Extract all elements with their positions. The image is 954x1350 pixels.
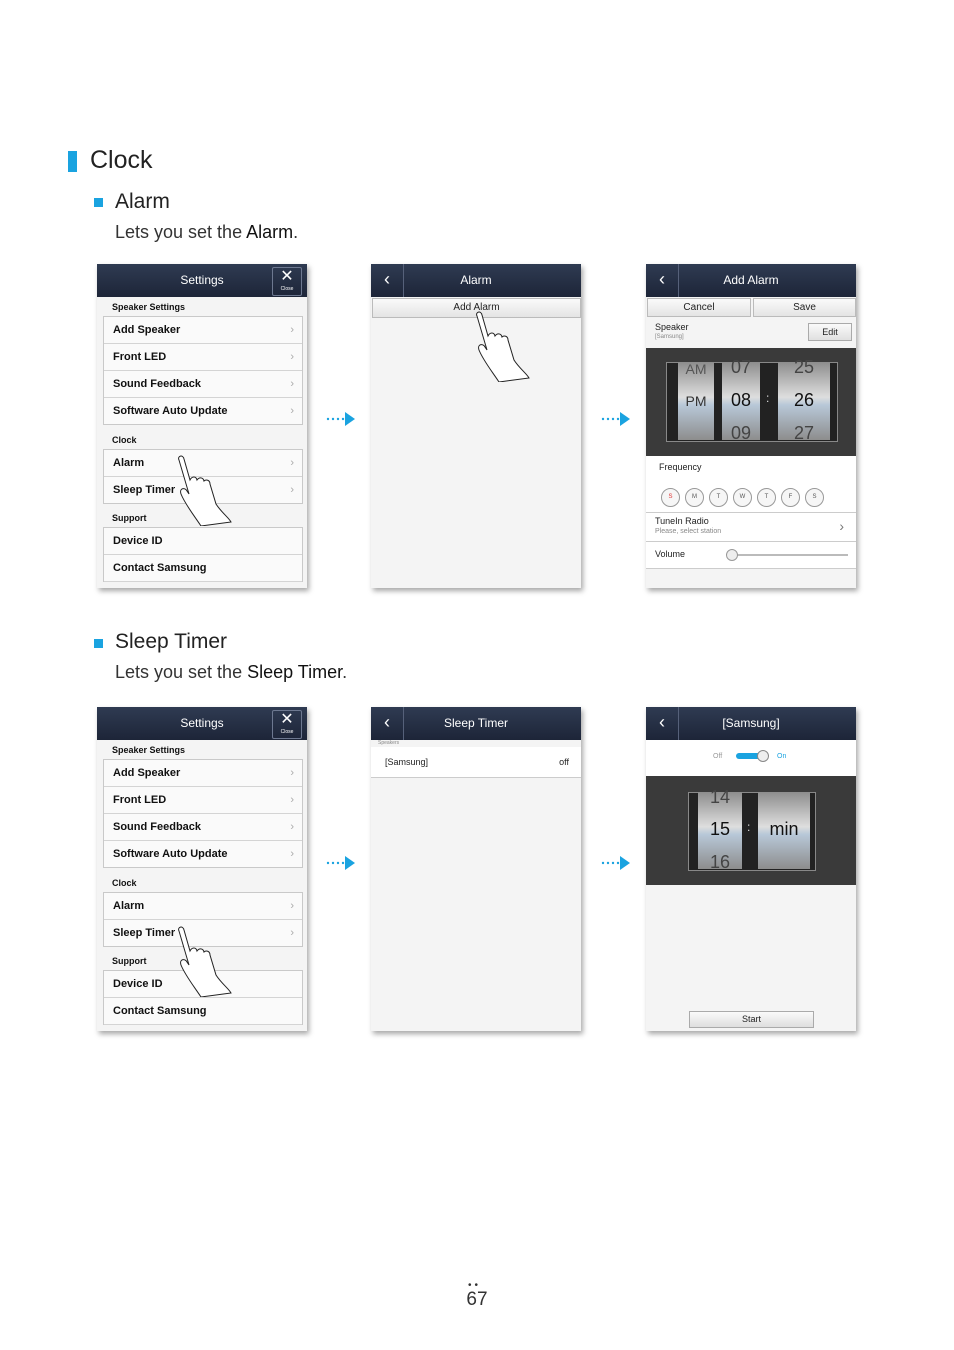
close-icon: ✕: [280, 268, 294, 285]
list-item-sleep-timer[interactable]: Sleep Timer ›: [104, 477, 302, 503]
minutes-picker[interactable]: 14 15 16 : min: [646, 776, 856, 885]
next-arrow-icon: [326, 411, 358, 427]
sleep-subtitle: Sleep Timer: [115, 630, 228, 653]
chevron-right-icon: ›: [290, 794, 294, 806]
list-item-front-led[interactable]: Front LED ›: [104, 787, 302, 814]
section-marker: [68, 151, 77, 172]
speaker-row[interactable]: [371, 747, 581, 778]
section-title: Clock: [90, 146, 153, 174]
next-arrow-icon: [601, 855, 633, 871]
sleep-status: off: [559, 757, 569, 767]
speaker-settings-list: [103, 759, 303, 868]
chevron-right-icon: ›: [839, 518, 844, 534]
group-support: Support: [112, 513, 147, 523]
list-item-contact-samsung[interactable]: Contact Samsung: [104, 555, 302, 582]
list-item-device-id[interactable]: Device ID: [104, 528, 302, 555]
day-sun[interactable]: S: [661, 488, 680, 507]
speakers-group-label: Speakers: [378, 740, 400, 746]
list-item-software-update[interactable]: Software Auto Update ›: [104, 398, 302, 424]
list-item-device-id[interactable]: Device ID: [104, 971, 302, 998]
bullet-icon: [94, 198, 103, 207]
save-button[interactable]: Save: [753, 298, 856, 317]
next-arrow-icon: [601, 411, 633, 427]
frequency-section: [646, 456, 856, 513]
tap-hand-icon: [469, 310, 533, 382]
chevron-right-icon: ›: [290, 900, 294, 912]
list-item-contact-samsung[interactable]: Contact Samsung: [104, 998, 302, 1025]
toggle-off-label: Off: [713, 753, 723, 760]
back-button[interactable]: [646, 707, 679, 740]
group-support: Support: [112, 956, 147, 966]
cancel-button[interactable]: Cancel: [647, 298, 751, 317]
list-item-alarm[interactable]: Alarm ›: [104, 893, 302, 920]
samsung-sleep-screen: [646, 707, 856, 1031]
back-button[interactable]: [371, 707, 404, 740]
settings-screen: [97, 264, 307, 588]
day-fri[interactable]: F: [781, 488, 800, 507]
tap-hand-icon: [171, 454, 235, 526]
toggle-knob[interactable]: [757, 750, 769, 762]
settings-title: Settings: [97, 264, 307, 297]
page-dots: ••: [468, 1280, 482, 1291]
add-alarm-screen: [646, 264, 856, 588]
sleep-timer-screen: [371, 707, 581, 1031]
alarm-screen: [371, 264, 581, 588]
chevron-left-icon: ‹: [659, 269, 665, 289]
toggle-row: [646, 740, 856, 776]
add-alarm-title: Add Alarm: [646, 264, 856, 297]
group-clock: Clock: [112, 435, 137, 445]
volume-row: [646, 542, 856, 569]
speaker-label: Speaker: [655, 322, 689, 332]
page-number: 67: [466, 1289, 488, 1310]
chevron-left-icon: ‹: [384, 712, 390, 732]
radio-label: TuneIn Radio: [655, 516, 709, 526]
chevron-left-icon: ‹: [659, 712, 665, 732]
toggle-on-label: On: [777, 753, 787, 760]
chevron-right-icon: ›: [290, 821, 294, 833]
hour-value: 08: [730, 390, 752, 410]
day-wed[interactable]: W: [733, 488, 752, 507]
day-mon[interactable]: M: [685, 488, 704, 507]
list-item-add-speaker[interactable]: Add Speaker ›: [104, 760, 302, 787]
minute-value: 26: [793, 390, 815, 410]
sleep-timer-title: Sleep Timer: [371, 707, 581, 740]
list-item-sleep-timer[interactable]: Sleep Timer ›: [104, 920, 302, 946]
alarm-subtitle: Alarm: [115, 190, 170, 213]
alarm-description: Lets you set the Alarm.: [115, 222, 299, 242]
list-item-add-speaker[interactable]: Add Speaker ›: [104, 317, 302, 344]
group-speaker-settings: Speaker Settings: [112, 302, 186, 312]
speaker-settings-list: [103, 316, 303, 425]
volume-label: Volume: [655, 549, 686, 559]
chevron-right-icon: ›: [290, 457, 294, 469]
chevron-right-icon: ›: [290, 378, 294, 390]
group-speaker-settings: Speaker Settings: [112, 745, 186, 755]
frequency-label: Frequency: [659, 462, 702, 472]
close-icon: ✕: [280, 711, 294, 728]
volume-slider-thumb[interactable]: [726, 549, 738, 561]
group-clock: Clock: [112, 878, 137, 888]
volume-slider[interactable]: [730, 554, 848, 556]
chevron-right-icon: ›: [290, 767, 294, 779]
radio-row[interactable]: [646, 513, 856, 542]
time-picker[interactable]: AM PM 07 08 09 : 25 26 27: [646, 348, 856, 456]
chevron-right-icon: ›: [290, 927, 294, 939]
support-list: [103, 527, 303, 582]
next-arrow-icon: [326, 855, 358, 871]
radio-hint: Please, select station: [655, 528, 722, 535]
day-thu[interactable]: T: [757, 488, 776, 507]
unit-label: min: [769, 819, 799, 839]
chevron-right-icon: ›: [290, 848, 294, 860]
day-tue[interactable]: T: [709, 488, 728, 507]
sleep-description: Lets you set the Sleep Timer.: [115, 662, 348, 682]
day-selector: [661, 485, 829, 507]
settings-screen: [97, 707, 307, 1031]
ampm-value: PM: [685, 393, 707, 409]
start-button[interactable]: Start: [689, 1011, 814, 1028]
chevron-right-icon: ›: [290, 405, 294, 417]
edit-button[interactable]: Edit: [808, 323, 852, 341]
bullet-icon: [94, 639, 103, 648]
day-sat[interactable]: S: [805, 488, 824, 507]
alarm-title: Alarm: [371, 264, 581, 297]
speaker-value: [Samsung]: [655, 334, 684, 340]
list-item-sound-feedback[interactable]: Sound Feedback ›: [104, 371, 302, 398]
settings-title: Settings: [97, 707, 307, 740]
samsung-title: [Samsung]: [646, 707, 856, 740]
chevron-right-icon: ›: [290, 484, 294, 496]
chevron-right-icon: ›: [290, 351, 294, 363]
list-item-software-update[interactable]: Software Auto Update ›: [104, 841, 302, 867]
back-button[interactable]: [371, 264, 404, 297]
add-alarm-button[interactable]: Add Alarm: [372, 298, 581, 318]
chevron-left-icon: ‹: [384, 269, 390, 289]
close-button[interactable]: ✕ Close: [272, 710, 302, 739]
back-button[interactable]: [646, 264, 679, 297]
list-item-front-led[interactable]: Front LED ›: [104, 344, 302, 371]
chevron-right-icon: ›: [290, 324, 294, 336]
speaker-name: [Samsung]: [385, 757, 429, 767]
list-item-alarm[interactable]: Alarm ›: [104, 450, 302, 477]
tap-hand-icon: [171, 925, 235, 997]
minutes-value: 15: [709, 819, 731, 839]
list-item-sound-feedback[interactable]: Sound Feedback ›: [104, 814, 302, 841]
close-button[interactable]: ✕ Close: [272, 267, 302, 296]
